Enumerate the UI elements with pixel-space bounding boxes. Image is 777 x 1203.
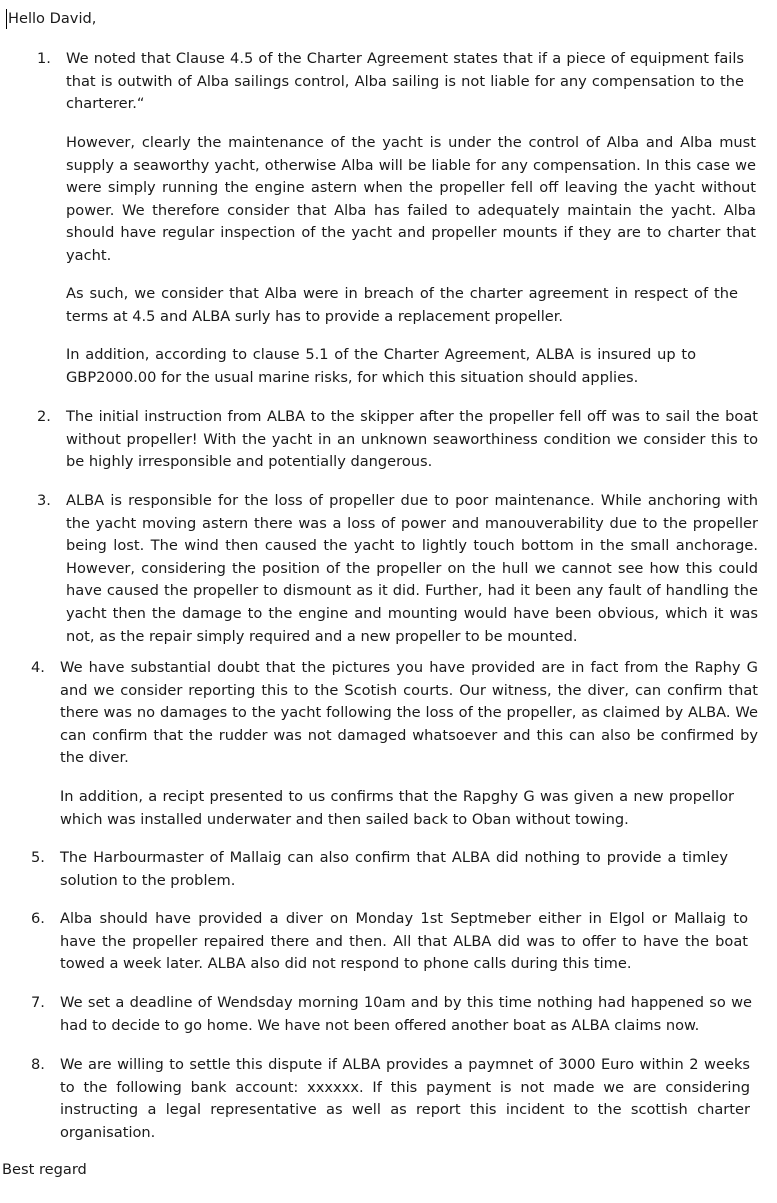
paragraph[interactable]: ALBA is responsible for the loss of propeller due to poor maintenance. While anchoring with the yacht moving astern there was a loss of power and manouverability due to the propeller being lost. The wind then caused the yacht to lightly touch bottom in the small anchorage. However, considering the position of the propeller on the hull we cannot see how this could have caused the propeller to dismount as it did. Further, had it been any fault of handling the yacht then the damage to the engine and mounting would have been obvious, which it was not, as the repair simply required and a new propeller to be mounted. bbox=[66, 492, 758, 645]
paragraph[interactable]: We are willing to settle this dispute if ALBA provides a paymnet of 3000 Euro within 2 weeks to the following bank account: xxxxxx. If this payment is not made we are considering instructing a legal representative as well as report this incident to the scottish charter organisation. bbox=[60, 1056, 750, 1141]
paragraph[interactable]: The initial instruction from ALBA to the skipper after the propeller fell off was to sail the boat without propeller! With the yacht in an unknown seaworthiness condition we consider this to be highly irresponsible and potentially dangerous. bbox=[66, 408, 758, 471]
paragraph[interactable]: The Harbourmaster of Mallaig can also confirm that ALBA did nothing to provide a timley solution to the problem. bbox=[60, 849, 728, 889]
paragraph[interactable]: We have substantial doubt that the pictures you have provided are in fact from the Raphy G and we consider reporting this to the Scotish courts. Our witness, the diver, can confirm that there was no damages to the yacht following the loss of the propeller, as claimed by ALBA. We can confirm that the rudder was not damaged whatsoever and this can also be confirmed by the diver. bbox=[60, 659, 758, 767]
paragraph[interactable]: In addition, a recipt presented to us confirms that the Rapghy G was given a new propellor which was installed underwater and then sailed back to Oban without towing. bbox=[60, 788, 734, 828]
item-number: 5. bbox=[31, 849, 45, 866]
item-number: 8. bbox=[31, 1056, 45, 1073]
paragraph[interactable]: We set a deadline of Wendsday morning 10am and by this time nothing had happened so we had to decide to go home. We have not been offered another boat as ALBA claims now. bbox=[60, 994, 752, 1034]
item-number: 2. bbox=[37, 408, 51, 425]
item-number: 1. bbox=[37, 50, 51, 67]
greeting[interactable]: Hello David, bbox=[8, 10, 97, 27]
paragraph[interactable]: In addition, according to clause 5.1 of the Charter Agreement, ALBA is insured up to GBP2000.00 for the usual marine risks, for which this situation should applies. bbox=[66, 346, 696, 386]
paragraph[interactable]: We noted that Clause 4.5 of the Charter Agreement states that if a piece of equipment fails that is outwith of Alba sailings control, Alba sailing is not liable for any compensation to the charterer.“ bbox=[66, 50, 744, 113]
item-number: 3. bbox=[37, 492, 51, 509]
paragraph[interactable]: However, clearly the maintenance of the yacht is under the control of Alba and Alba must supply a seaworthy yacht, otherwise Alba will be liable for any compensation. In this case we were simply running the engine astern when the propeller fell off leaving the yacht without power. We therefore consider that Alba has failed to adequately maintain the yacht. Alba should have regular inspection of the yacht and propeller mounts if they are to charter that yacht. bbox=[66, 134, 756, 264]
item-number: 7. bbox=[31, 994, 45, 1011]
item-number: 4. bbox=[31, 659, 45, 676]
paragraph[interactable]: As such, we consider that Alba were in breach of the charter agreement in respect of the terms at 4.5 and ALBA surly has to provide a replacement propeller. bbox=[66, 285, 738, 325]
text-cursor bbox=[6, 9, 7, 29]
item-number: 6. bbox=[31, 910, 45, 927]
signoff[interactable]: Best regard bbox=[2, 1161, 87, 1178]
paragraph[interactable]: Alba should have provided a diver on Monday 1st Septmeber either in Elgol or Mallaig to have the propeller repaired there and then. All that ALBA did was to offer to have the boat towed a week later. ALBA also did not respond to phone calls during this time. bbox=[60, 910, 748, 973]
